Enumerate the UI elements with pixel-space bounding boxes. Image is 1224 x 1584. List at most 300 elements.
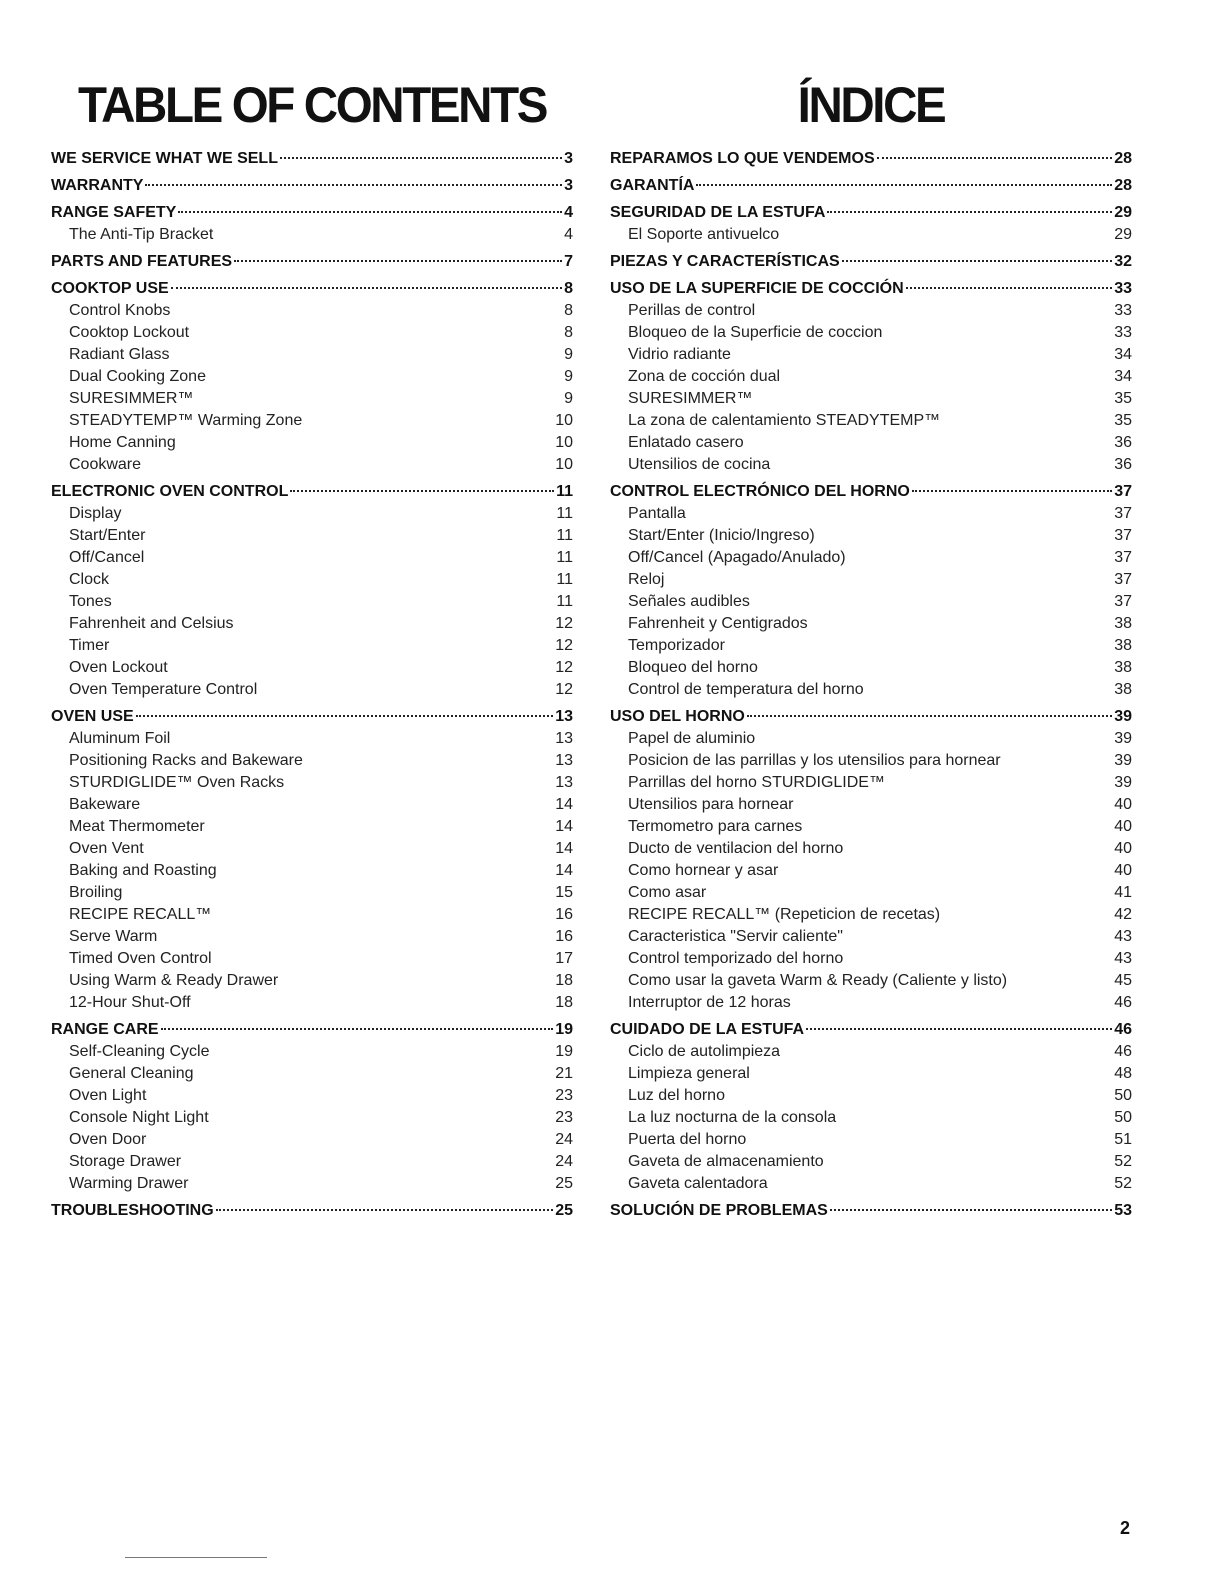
- entry-page-number: 4: [564, 204, 573, 221]
- toc-subsection-entry[interactable]: [51, 1085, 573, 1107]
- dot-leader: [178, 211, 562, 213]
- toc-subsection-entry[interactable]: [51, 569, 573, 591]
- entry-label: Using Warm & Ready Drawer: [69, 972, 279, 989]
- entry-page-number: 8: [564, 302, 573, 319]
- toc-subsection-entry[interactable]: [610, 569, 1132, 591]
- entry-page-number: 37: [1114, 571, 1132, 588]
- toc-subsection-entry[interactable]: [51, 366, 573, 388]
- entry-page-number: 41: [1114, 884, 1132, 901]
- entry-label: Serve Warm: [69, 928, 158, 945]
- toc-subsection-entry[interactable]: [51, 657, 573, 679]
- toc-subsection-entry[interactable]: [51, 432, 573, 454]
- toc-subsection-entry[interactable]: [51, 772, 573, 794]
- entry-page-number: 42: [1114, 906, 1132, 923]
- toc-subsection-entry[interactable]: [51, 992, 573, 1014]
- entry-page-number: 18: [555, 972, 573, 989]
- entry-label: Bloqueo de la Superficie de coccion: [628, 324, 883, 341]
- toc-subsection-entry[interactable]: [51, 860, 573, 882]
- entry-page-number: 13: [555, 730, 573, 747]
- entry-page-number: 39: [1114, 774, 1132, 791]
- toc-subsection-entry[interactable]: [610, 1063, 1132, 1085]
- entry-page-number: 11: [556, 483, 573, 500]
- toc-subsection-entry[interactable]: [51, 613, 573, 635]
- entry-page-number: 50: [1114, 1087, 1132, 1104]
- entry-page-number: 25: [555, 1202, 573, 1219]
- page-number: 2: [1120, 1518, 1131, 1538]
- entry-label: Zona de cocción dual: [628, 368, 781, 385]
- entry-label: Positioning Racks and Bakeware: [69, 752, 303, 769]
- entry-page-number: 37: [1114, 527, 1132, 544]
- entry-label: Oven Vent: [69, 840, 144, 857]
- entry-label: Ciclo de autolimpieza: [628, 1043, 781, 1060]
- entry-label: ELECTRONIC OVEN CONTROL: [51, 483, 289, 500]
- entry-page-number: 12: [555, 637, 573, 654]
- toc-subsection-entry[interactable]: [610, 948, 1132, 970]
- entry-page-number: 14: [555, 796, 573, 813]
- entry-label: WE SERVICE WHAT WE SELL: [51, 150, 278, 167]
- entry-label: Off/Cancel (Apagado/Anulado): [628, 549, 846, 566]
- entry-page-number: 39: [1114, 752, 1132, 769]
- entry-page-number: 17: [555, 950, 573, 967]
- entry-label: Temporizador: [628, 637, 725, 654]
- entry-label: Como hornear y asar: [628, 862, 779, 879]
- toc-section-entry[interactable]: [51, 202, 573, 224]
- entry-label: Cookware: [69, 456, 142, 473]
- entry-label: Control Knobs: [69, 302, 171, 319]
- entry-label: Warming Drawer: [69, 1175, 189, 1192]
- entry-label: Fahrenheit y Centigrados: [628, 615, 808, 632]
- toc-subsection-entry[interactable]: [610, 1173, 1132, 1195]
- entry-label: SOLUCIÓN DE PROBLEMAS: [610, 1202, 828, 1219]
- entry-page-number: 43: [1114, 928, 1132, 945]
- toc-subsection-entry[interactable]: [51, 300, 573, 322]
- toc-subsection-entry[interactable]: [51, 948, 573, 970]
- toc-subsection-entry[interactable]: [610, 525, 1132, 547]
- entry-page-number: 13: [555, 708, 573, 725]
- entry-page-number: 18: [555, 994, 573, 1011]
- toc-section-entry[interactable]: [610, 278, 1132, 300]
- entry-label: Dual Cooking Zone: [69, 368, 206, 385]
- dot-leader: [827, 211, 1112, 213]
- toc-subsection-entry[interactable]: [51, 1129, 573, 1151]
- toc-subsection-entry[interactable]: [51, 547, 573, 569]
- toc-subsection-entry[interactable]: [51, 1173, 573, 1195]
- entry-label: Perillas de control: [628, 302, 756, 319]
- entry-label: Utensilios de cocina: [628, 456, 771, 473]
- toc-subsection-entry[interactable]: [610, 860, 1132, 882]
- entry-page-number: 28: [1114, 177, 1132, 194]
- toc-section-entry[interactable]: [610, 1019, 1132, 1041]
- toc-subsection-entry[interactable]: [51, 926, 573, 948]
- entry-label: Puerta del horno: [628, 1131, 747, 1148]
- toc-section-entry[interactable]: [610, 251, 1132, 273]
- toc-subsection-entry[interactable]: [51, 388, 573, 410]
- entry-page-number: 46: [1114, 1043, 1132, 1060]
- entry-page-number: 12: [555, 659, 573, 676]
- toc-section-entry[interactable]: [51, 148, 573, 170]
- entry-label: Luz del horno: [628, 1087, 725, 1104]
- toc-subsection-entry[interactable]: [610, 970, 1132, 992]
- toc-subsection-entry[interactable]: [51, 410, 573, 432]
- dot-leader: [830, 1209, 1112, 1211]
- entry-label: Oven Light: [69, 1087, 147, 1104]
- toc-subsection-entry[interactable]: [610, 679, 1132, 701]
- entry-page-number: 36: [1114, 456, 1132, 473]
- entry-label: REPARAMOS LO QUE VENDEMOS: [610, 150, 875, 167]
- dot-leader: [912, 490, 1112, 492]
- entry-label: Como usar la gaveta Warm & Ready (Caliente y listo): [628, 972, 1008, 989]
- entry-label: General Cleaning: [69, 1065, 194, 1082]
- entry-label: La luz nocturna de la consola: [628, 1109, 837, 1126]
- toc-section-entry[interactable]: [51, 175, 573, 197]
- toc-section-entry[interactable]: [51, 251, 573, 273]
- entry-page-number: 43: [1114, 950, 1132, 967]
- entry-label: Tones: [69, 593, 112, 610]
- entry-label: STEADYTEMP™ Warming Zone: [69, 412, 303, 429]
- toc-subsection-entry[interactable]: [51, 1107, 573, 1129]
- entry-page-number: 7: [564, 253, 573, 270]
- toc-subsection-entry[interactable]: [610, 750, 1132, 772]
- dot-leader: [216, 1209, 554, 1211]
- entry-label: La zona de calentamiento STEADYTEMP™: [628, 412, 941, 429]
- toc-subsection-entry[interactable]: [610, 794, 1132, 816]
- entry-page-number: 11: [556, 549, 573, 566]
- entry-label: Enlatado casero: [628, 434, 744, 451]
- entry-label: Control temporizado del horno: [628, 950, 844, 967]
- toc-subsection-entry[interactable]: [610, 926, 1132, 948]
- toc-subsection-entry[interactable]: [610, 547, 1132, 569]
- toc-subsection-entry[interactable]: [51, 344, 573, 366]
- entry-page-number: 37: [1114, 505, 1132, 522]
- entry-page-number: 46: [1114, 994, 1132, 1011]
- entry-page-number: 38: [1114, 615, 1132, 632]
- toc-subsection-entry[interactable]: [610, 816, 1132, 838]
- dot-leader: [136, 715, 554, 717]
- entry-page-number: 34: [1114, 368, 1132, 385]
- entry-page-number: 52: [1114, 1175, 1132, 1192]
- entry-label: Oven Temperature Control: [69, 681, 258, 698]
- toc-subsection-entry[interactable]: [610, 904, 1132, 926]
- toc-subsection-entry[interactable]: [51, 525, 573, 547]
- toc-subsection-entry[interactable]: [51, 591, 573, 613]
- entry-label: Utensilios para hornear: [628, 796, 794, 813]
- toc-subsection-entry[interactable]: [610, 388, 1132, 410]
- entry-label: Vidrio radiante: [628, 346, 731, 363]
- entry-label: Posicion de las parrillas y los utensilios para hornear: [628, 752, 1001, 769]
- toc-subsection-entry[interactable]: [51, 224, 573, 246]
- toc-subsection-entry[interactable]: [610, 366, 1132, 388]
- entry-page-number: 38: [1114, 681, 1132, 698]
- dot-leader: [806, 1028, 1112, 1030]
- toc-subsection-entry[interactable]: [51, 454, 573, 476]
- dot-leader: [280, 157, 562, 159]
- toc-section-entry[interactable]: [51, 481, 573, 503]
- entry-label: Oven Lockout: [69, 659, 168, 676]
- entry-page-number: 23: [555, 1109, 573, 1126]
- toc-subsection-entry[interactable]: [51, 679, 573, 701]
- toc-subsection-entry[interactable]: [610, 1107, 1132, 1129]
- entry-label: Meat Thermometer: [69, 818, 205, 835]
- toc-subsection-entry[interactable]: [610, 432, 1132, 454]
- entry-label: RANGE SAFETY: [51, 204, 177, 221]
- entry-label: Control de temperatura del horno: [628, 681, 864, 698]
- entry-label: RECIPE RECALL™ (Repeticion de recetas): [628, 906, 941, 923]
- entry-label: RANGE CARE: [51, 1021, 159, 1038]
- toc-subsection-entry[interactable]: [610, 657, 1132, 679]
- entry-label: Home Canning: [69, 434, 176, 451]
- entry-page-number: 16: [555, 906, 573, 923]
- toc-subsection-entry[interactable]: [51, 503, 573, 525]
- entry-page-number: 12: [555, 615, 573, 632]
- entry-label: Ducto de ventilacion del horno: [628, 840, 844, 857]
- entry-label: CUIDADO DE LA ESTUFA: [610, 1021, 805, 1038]
- entry-label: WARRANTY: [51, 177, 144, 194]
- toc-subsection-entry[interactable]: [51, 1041, 573, 1063]
- entry-page-number: 13: [555, 752, 573, 769]
- entry-label: Timer: [69, 637, 110, 654]
- entry-page-number: 38: [1114, 637, 1132, 654]
- entry-page-number: 14: [555, 840, 573, 857]
- toc-english: [51, 148, 573, 1222]
- entry-label: Timed Oven Control: [69, 950, 212, 967]
- toc-section-entry[interactable]: [610, 175, 1132, 197]
- entry-label: CONTROL ELECTRÓNICO DEL HORNO: [610, 483, 910, 500]
- entry-page-number: 13: [555, 774, 573, 791]
- entry-label: TROUBLESHOOTING: [51, 1202, 214, 1219]
- toc-section-entry[interactable]: [610, 1200, 1132, 1222]
- dot-leader: [842, 260, 1113, 262]
- entry-page-number: 11: [556, 505, 573, 522]
- toc-subsection-entry[interactable]: [610, 591, 1132, 613]
- dot-leader: [234, 260, 562, 262]
- entry-page-number: 3: [564, 177, 573, 194]
- entry-page-number: 29: [1114, 204, 1132, 221]
- entry-page-number: 11: [556, 571, 573, 588]
- toc-section-entry[interactable]: [51, 706, 573, 728]
- entry-page-number: 51: [1114, 1131, 1132, 1148]
- entry-label: SURESIMMER™: [69, 390, 194, 407]
- entry-page-number: 40: [1114, 862, 1132, 879]
- entry-page-number: 38: [1114, 659, 1132, 676]
- toc-subsection-entry[interactable]: [51, 635, 573, 657]
- entry-label: USO DE LA SUPERFICIE DE COCCIÓN: [610, 280, 904, 297]
- entry-label: El Soporte antivuelco: [628, 226, 780, 243]
- dot-leader: [906, 287, 1113, 289]
- toc-subsection-entry[interactable]: [51, 322, 573, 344]
- entry-label: Storage Drawer: [69, 1153, 182, 1170]
- toc-section-entry[interactable]: [51, 278, 573, 300]
- entry-page-number: 46: [1114, 1021, 1132, 1038]
- entry-page-number: 53: [1114, 1202, 1132, 1219]
- entry-page-number: 50: [1114, 1109, 1132, 1126]
- toc-subsection-entry[interactable]: [610, 1151, 1132, 1173]
- toc-section-entry[interactable]: [610, 202, 1132, 224]
- entry-page-number: 39: [1114, 730, 1132, 747]
- toc-subsection-entry[interactable]: [610, 728, 1132, 750]
- dot-leader: [747, 715, 1112, 717]
- toc-subsection-entry[interactable]: [51, 816, 573, 838]
- entry-page-number: 19: [555, 1021, 573, 1038]
- entry-page-number: 32: [1114, 253, 1132, 270]
- toc-subsection-entry[interactable]: [610, 1085, 1132, 1107]
- entry-label: COOKTOP USE: [51, 280, 169, 297]
- entry-label: Radiant Glass: [69, 346, 170, 363]
- entry-label: Baking and Roasting: [69, 862, 217, 879]
- entry-label: Gaveta de almacenamiento: [628, 1153, 824, 1170]
- entry-page-number: 9: [564, 346, 573, 363]
- entry-label: Console Night Light: [69, 1109, 209, 1126]
- entry-page-number: 15: [555, 884, 573, 901]
- toc-section-entry[interactable]: [51, 1200, 573, 1222]
- toc-spanish: [610, 148, 1132, 1222]
- entry-page-number: 10: [555, 456, 573, 473]
- entry-label: The Anti-Tip Bracket: [69, 226, 214, 243]
- entry-label: Caracteristica "Servir caliente": [628, 928, 843, 945]
- entry-label: Clock: [69, 571, 110, 588]
- entry-label: Self-Cleaning Cycle: [69, 1043, 210, 1060]
- toc-subsection-entry[interactable]: [51, 904, 573, 926]
- entry-label: Papel de aluminio: [628, 730, 756, 747]
- toc-subsection-entry[interactable]: [51, 1151, 573, 1173]
- toc-subsection-entry[interactable]: [610, 224, 1132, 246]
- toc-subsection-entry[interactable]: [610, 503, 1132, 525]
- dot-leader: [171, 287, 562, 289]
- footer-rule: [125, 1557, 267, 1558]
- indice-title: ÍNDICE: [797, 77, 945, 133]
- entry-page-number: 11: [556, 527, 573, 544]
- toc-subsection-entry[interactable]: [610, 838, 1132, 860]
- entry-page-number: 11: [556, 593, 573, 610]
- entry-page-number: 24: [555, 1131, 573, 1148]
- toc-subsection-entry[interactable]: [610, 613, 1132, 635]
- entry-page-number: 8: [564, 280, 573, 297]
- entry-page-number: 23: [555, 1087, 573, 1104]
- entry-label: Display: [69, 505, 122, 522]
- toc-subsection-entry[interactable]: [610, 300, 1132, 322]
- entry-label: Reloj: [628, 571, 665, 588]
- toc-subsection-entry[interactable]: [610, 344, 1132, 366]
- entry-page-number: 48: [1114, 1065, 1132, 1082]
- entry-label: Señales audibles: [628, 593, 750, 610]
- toc-subsection-entry[interactable]: [51, 794, 573, 816]
- entry-page-number: 4: [564, 226, 573, 243]
- entry-page-number: 29: [1114, 226, 1132, 243]
- entry-page-number: 37: [1114, 549, 1132, 566]
- entry-label: Bloqueo del horno: [628, 659, 758, 676]
- toc-subsection-entry[interactable]: [610, 992, 1132, 1014]
- entry-label: SURESIMMER™: [628, 390, 753, 407]
- toc-subsection-entry[interactable]: [610, 410, 1132, 432]
- dot-leader: [145, 184, 562, 186]
- toc-subsection-entry[interactable]: [51, 838, 573, 860]
- entry-page-number: 28: [1114, 150, 1132, 167]
- toc-subsection-entry[interactable]: [610, 1041, 1132, 1063]
- toc-subsection-entry[interactable]: [610, 635, 1132, 657]
- entry-page-number: 8: [564, 324, 573, 341]
- entry-label: Off/Cancel: [69, 549, 145, 566]
- entry-label: Termometro para carnes: [628, 818, 803, 835]
- entry-label: OVEN USE: [51, 708, 134, 725]
- entry-page-number: 35: [1114, 390, 1132, 407]
- entry-label: Limpieza general: [628, 1065, 750, 1082]
- toc-section-entry[interactable]: [51, 1019, 573, 1041]
- toc-subsection-entry[interactable]: [51, 1063, 573, 1085]
- toc-subsection-entry[interactable]: [51, 728, 573, 750]
- toc-subsection-entry[interactable]: [610, 322, 1132, 344]
- entry-page-number: 9: [564, 390, 573, 407]
- dot-leader: [877, 157, 1113, 159]
- entry-page-number: 3: [564, 150, 573, 167]
- entry-page-number: 16: [555, 928, 573, 945]
- toc-section-entry[interactable]: [610, 481, 1132, 503]
- dot-leader: [696, 184, 1112, 186]
- entry-label: Gaveta calentadora: [628, 1175, 768, 1192]
- entry-page-number: 24: [555, 1153, 573, 1170]
- entry-label: Interruptor de 12 horas: [628, 994, 791, 1011]
- entry-page-number: 45: [1114, 972, 1132, 989]
- toc-subsection-entry[interactable]: [610, 454, 1132, 476]
- entry-page-number: 33: [1114, 280, 1132, 297]
- entry-page-number: 12: [555, 681, 573, 698]
- entry-page-number: 35: [1114, 412, 1132, 429]
- toc-section-entry[interactable]: [610, 148, 1132, 170]
- entry-label: RECIPE RECALL™: [69, 906, 212, 923]
- toc-subsection-entry[interactable]: [610, 1129, 1132, 1151]
- toc-title: TABLE OF CONTENTS: [77, 77, 547, 133]
- entry-page-number: 40: [1114, 796, 1132, 813]
- toc-subsection-entry[interactable]: [610, 882, 1132, 904]
- entry-page-number: 25: [555, 1175, 573, 1192]
- entry-page-number: 14: [555, 862, 573, 879]
- toc-subsection-entry[interactable]: [610, 772, 1132, 794]
- toc-section-entry[interactable]: [610, 706, 1132, 728]
- entry-label: PARTS AND FEATURES: [51, 253, 233, 270]
- entry-label: PIEZAS Y CARACTERÍSTICAS: [610, 253, 840, 270]
- entry-label: Aluminum Foil: [69, 730, 171, 747]
- entry-page-number: 37: [1114, 593, 1132, 610]
- entry-page-number: 21: [555, 1065, 573, 1082]
- dot-leader: [290, 490, 554, 492]
- entry-page-number: 36: [1114, 434, 1132, 451]
- entry-page-number: 40: [1114, 840, 1132, 857]
- toc-subsection-entry[interactable]: [51, 970, 573, 992]
- entry-page-number: 10: [555, 434, 573, 451]
- entry-label: 12-Hour Shut-Off: [69, 994, 191, 1011]
- entry-label: SEGURIDAD DE LA ESTUFA: [610, 204, 826, 221]
- entry-label: Cooktop Lockout: [69, 324, 190, 341]
- entry-label: USO DEL HORNO: [610, 708, 745, 725]
- entry-label: Parrillas del horno STURDIGLIDE™: [628, 774, 885, 791]
- entry-page-number: 14: [555, 818, 573, 835]
- entry-page-number: 33: [1114, 324, 1132, 341]
- dot-leader: [161, 1028, 554, 1030]
- entry-label: Broiling: [69, 884, 123, 901]
- entry-label: Start/Enter: [69, 527, 146, 544]
- entry-page-number: 34: [1114, 346, 1132, 363]
- entry-page-number: 33: [1114, 302, 1132, 319]
- entry-label: STURDIGLIDE™ Oven Racks: [69, 774, 285, 791]
- toc-subsection-entry[interactable]: [51, 882, 573, 904]
- entry-page-number: 37: [1114, 483, 1132, 500]
- entry-label: Bakeware: [69, 796, 141, 813]
- entry-page-number: 9: [564, 368, 573, 385]
- entry-label: GARANTÍA: [610, 177, 695, 194]
- entry-page-number: 39: [1114, 708, 1132, 725]
- entry-page-number: 40: [1114, 818, 1132, 835]
- toc-subsection-entry[interactable]: [51, 750, 573, 772]
- entry-page-number: 19: [555, 1043, 573, 1060]
- entry-label: Pantalla: [628, 505, 686, 522]
